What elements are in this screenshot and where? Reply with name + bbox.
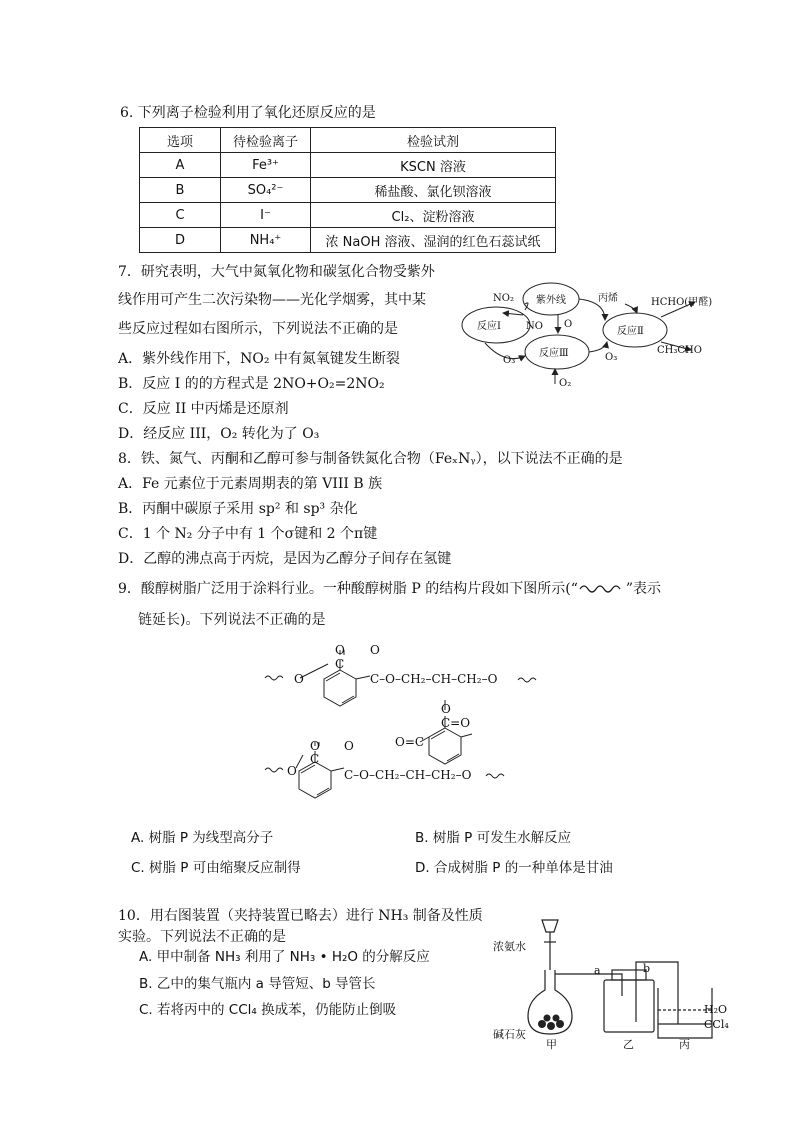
arrow-o3-right (589, 342, 607, 352)
tube-b-label: b (643, 962, 651, 975)
cell-ion: NH₄⁺ (221, 228, 311, 253)
no2-label: NO₂ (493, 293, 514, 304)
q6-table (139, 127, 556, 253)
table-row (140, 228, 556, 253)
table-row (140, 153, 556, 178)
q10-option-b: B. 乙中的集气瓶内 a 导管短、b 导管长 (139, 976, 376, 992)
q9-option-a: A. 树脂 P 为线型高分子 (131, 830, 274, 846)
q9-stem-line2: 链延长)。下列说法不正确的是 (138, 612, 326, 628)
header-option: 选项 (140, 128, 221, 153)
arrow-no (503, 313, 523, 315)
cell-reagent: KSCN 溶液 (311, 153, 556, 178)
table-row (140, 203, 556, 228)
ch3cho-label: CH₃CHO (657, 345, 702, 356)
resin-structure (260, 638, 550, 813)
wavy-bot-right-icon (486, 774, 504, 778)
cell-option: A (140, 153, 221, 178)
q7-line1: 7．研究表明，大气中氮氧化物和碳氢化合物受紫外 (118, 264, 435, 280)
lime-particle (538, 1020, 546, 1028)
reaction-3-label: 反应Ⅲ (539, 348, 569, 359)
cell-ion: I⁻ (221, 203, 311, 228)
benzene-ring-middle (429, 728, 461, 764)
table-row (140, 178, 556, 203)
bottom-carbonyl-o: O (310, 739, 320, 753)
lime-particle (547, 1022, 555, 1030)
o3-left-label: O₃ (503, 355, 516, 366)
label-bing: 丙 (679, 1038, 690, 1051)
top-ester-c: C (335, 657, 345, 671)
hcho-label: HCHO(甲醛) (651, 297, 713, 308)
cell-reagent: Cl₂、淀粉溶液 (311, 203, 556, 228)
table-header-row (140, 128, 556, 153)
top-right-carbonyl-o: O (370, 643, 380, 657)
q10-line1: 10．用右图装置（夹持装置已略去）进行 NH₃ 制备及性质 (118, 908, 483, 924)
middle-co: C=O (441, 716, 471, 730)
q8-option-d: D．乙醇的沸点高于丙烷，是因为乙醇分子间存在氢键 (118, 551, 452, 567)
propene-label: 丙烯 (598, 293, 618, 304)
q8-option-c: C．1 个 N₂ 分子中有 1 个σ键和 2 个π键 (118, 526, 378, 542)
tube-a-label: a (594, 964, 601, 977)
h2o-label: H₂O (704, 1003, 728, 1016)
q10-option-c: C. 若将丙中的 CCl₄ 换成苯，仍能防止倒吸 (139, 1002, 397, 1018)
wavy-top-left-icon (265, 676, 283, 680)
q9-stem (118, 579, 661, 599)
benzene-ring-bottom (299, 762, 331, 798)
photochemical-smog-diagram (455, 280, 745, 395)
lime-label: 碱石灰 (493, 1028, 526, 1041)
cell-ion: SO₄²⁻ (221, 178, 311, 203)
cell-option: D (140, 228, 221, 253)
q7-line3: 些反应过程如右图所示，下列说法不正确的是 (118, 321, 398, 337)
bottom-bonds (296, 742, 344, 771)
q9-option-d: D. 合成树脂 P 的一种单体是甘油 (415, 860, 613, 876)
arrow-propene (625, 304, 637, 313)
top-carbonyl-o: O (335, 643, 345, 657)
q9-option-c: C. 树脂 P 可由缩聚反应制得 (131, 860, 301, 876)
o2-label: O₂ (559, 378, 572, 389)
cell-reagent: 稀盐酸、氯化钡溶液 (311, 178, 556, 203)
no-label: NO (526, 321, 543, 332)
q9-option-b: B. 树脂 P 可发生水解反应 (415, 830, 572, 846)
dropping-funnel (542, 920, 558, 932)
label-yi: 乙 (623, 1038, 634, 1051)
bottom-ester-o: O (287, 764, 297, 778)
q7-option-b: B．反应 I 的的方程式是 2NO+O₂=2NO₂ (118, 376, 385, 392)
middle-o: O (441, 702, 451, 716)
header-ion: 待检验离子 (221, 128, 311, 153)
reaction-1-label: 反应Ⅰ (477, 321, 501, 332)
header-reagent: 检验试剂 (311, 128, 556, 153)
q7-option-c: C．反应 II 中丙烯是还原剂 (118, 401, 289, 417)
o3-right-label: O₃ (605, 352, 618, 363)
yi-inner-tubes (622, 970, 636, 1022)
q10-line2: 实验。下列说法不正确的是 (118, 929, 286, 945)
ccl4-label: CCl₄ (704, 1018, 729, 1031)
q7-line2: 线作用可产生二次污染物——光化学烟雾，其中某 (118, 292, 426, 308)
q6-stem: 6. 下列离子检验利用了氧化还原反应的是 (120, 105, 376, 121)
ammonia-label: 浓氨水 (493, 940, 526, 953)
top-ester-o: O (294, 672, 304, 686)
cell-option: B (140, 178, 221, 203)
q8-stem: 8．铁、氮气、丙酮和乙醇可参与制备铁氮化合物（FeₓNᵧ），以下说法不正确的是 (118, 451, 623, 467)
uv-label: 紫外线 (536, 295, 566, 306)
cell-ion: Fe³⁺ (221, 153, 311, 178)
gas-bottle-yi (604, 980, 654, 1032)
bottle-stopper (612, 970, 646, 980)
top-chain: C–O–CH₂–CH–CH₂–O (370, 672, 498, 686)
o-label: O (564, 319, 573, 330)
label-jia: 甲 (546, 1038, 557, 1051)
cell-option: C (140, 203, 221, 228)
middle-oc: O=C (395, 735, 425, 749)
cell-reagent: 浓 NaOH 溶液、湿润的红色石蕊试纸 (311, 228, 556, 253)
chain-extension-wavy-icon (578, 583, 626, 595)
wavy-bot-left-icon (265, 768, 283, 772)
lime-particle (553, 1015, 560, 1022)
bottom-right-carbonyl-o: O (344, 739, 354, 753)
nh3-apparatus (490, 912, 740, 1052)
reaction-2-label: 反应Ⅱ (617, 326, 644, 337)
wavy-top-right-icon (518, 678, 536, 682)
q8-option-a: A．Fe 元素位于元素周期表的第 VIII B 族 (118, 476, 383, 492)
lime-particle (544, 1015, 551, 1022)
bottom-ester-c: C (310, 752, 320, 766)
bottom-chain: C–O–CH₂–CH–CH₂–O (344, 768, 472, 782)
q7-option-d: D．经反应 III，O₂ 转化为了 O₃ (118, 426, 320, 442)
benzene-ring-top (324, 670, 356, 706)
q8-option-b: B．丙酮中碳原子采用 sp² 和 sp³ 杂化 (118, 501, 358, 517)
q9-stem-part1: 9．酸醇树脂广泛用于涂料行业。一种酸醇树脂 P 的结构片段如下图所示(“ (118, 581, 578, 597)
q9-stem-part2: ”表示 (625, 581, 662, 597)
q10-option-a: A. 甲中制备 NH₃ 利用了 NH₃ • H₂O 的分解反应 (139, 949, 430, 965)
q7-option-a: A．紫外线作用下，NO₂ 中有氮氧键发生断裂 (118, 351, 400, 367)
